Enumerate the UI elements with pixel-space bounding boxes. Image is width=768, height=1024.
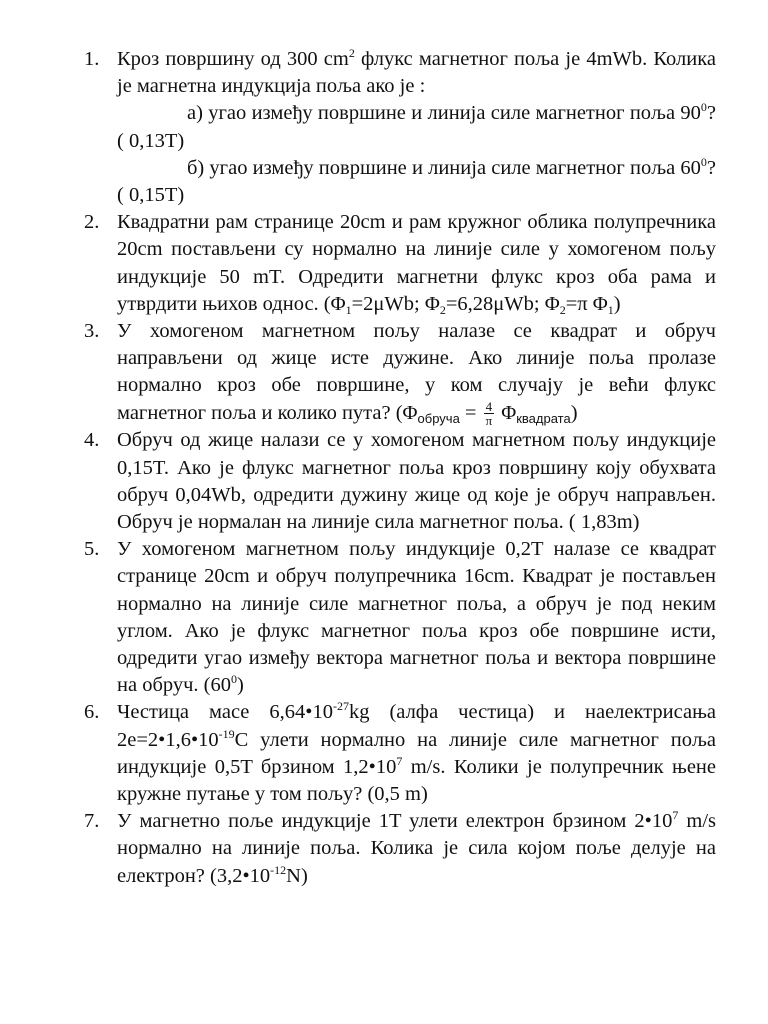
subquestion-a: а) угао између површине и линија силе магнетног поља $90^0$? ( 0,13T) bbox=[117, 100, 716, 152]
problem-text: Честица масе $6,64•10^{-27}kg$ (алфа честица) и наелектрисања $2e=2•1,6•10^{-19}C$ улети нормално на линије силе магнетног поља индукције 0,5T брзином $1,2•10^7$ m/s. Колики је полупречник њене кружне путање у том пољу? (0,5 m) bbox=[117, 699, 716, 806]
problem-text: У магнетно поље индукције 1T улети електрон брзином $2•10^7$ m/s нормално на линије поља. Колика је сила којом поље делује на електрон? $(3,2•10^{-12}N)$ bbox=[117, 808, 716, 887]
problem-number: 6. bbox=[84, 701, 100, 724]
problem-number: 4. bbox=[84, 429, 100, 452]
problem-number: 2. bbox=[84, 211, 100, 234]
problem-text: У хомогеном магнетном пољу индукције 0,2T налазе се квадрат странице 20cm и обруч полупречника 16cm. Квадрат је постављен нормално на линије силе магнетног поља, а обруч је под неким углом. Ако је флукс магнетног поља кроз обе површине исти, одредити угао између вектора магнетног поља и вектора површине на обруч. $(60^0)$ bbox=[117, 538, 716, 697]
problem-3 bbox=[0, 318, 768, 427]
problem-number: 1. bbox=[84, 48, 100, 70]
problem-number: 7. bbox=[84, 810, 100, 833]
problem-text: Обруч од жице налази се у хомогеном магнетном пољу индукције 0,15T. Ако је флукс магнетног поља кроз површину коју обухвата обруч 0,04Wb, одредити дужину жице од које је обруч направљен. Обруч је нормалан на линије сила магнетног поља. ( 1,83m) bbox=[117, 429, 716, 534]
problem-number: 5. bbox=[84, 538, 100, 561]
subquestion-b: б) угао између површине и линија силе магнетног поља $60^0$? ( 0,15T) bbox=[117, 154, 716, 207]
problem-4 bbox=[0, 427, 768, 536]
problem-number: 3. bbox=[84, 320, 100, 343]
problem-text: Кроз површину од 300 $cm^2$ флукс магнетног поља је 4mWb. Колика је магнетна индукција поља ако је : bbox=[117, 46, 716, 98]
problem-text: У хомогеном магнетном пољу налазе се квадрат и обруч направљени од жице исте дужине. Ако линије поља пролазе нормално кроз обе површине, у ком случају је већи флукс магнетног поља и колико пута? ($\Phi_{обруча}$ = $\frac{4}{\pi}$ $\Phi_{квадрата}$) bbox=[117, 320, 716, 429]
problem-7 bbox=[0, 808, 768, 890]
problem-text: Квадратни рам странице 20cm и рам кружног облика полупречника 20cm постављени су нормално на линије силе у хомогеном пољу индукције 50 mT. Одредити магнетни флукс кроз оба рама и утврдити њихов однос. ($\Phi_1=2\mu Wb$; $\Phi_2=6,28\mu Wb$; $\Phi_2=\pi$ $\Phi_1$) bbox=[117, 211, 716, 317]
problem-2 bbox=[0, 209, 768, 318]
problem-5 bbox=[0, 536, 768, 699]
problem-6 bbox=[0, 699, 768, 808]
fraction: $\frac{4}{\pi}$ bbox=[485, 399, 493, 429]
problem-1 bbox=[0, 46, 768, 209]
